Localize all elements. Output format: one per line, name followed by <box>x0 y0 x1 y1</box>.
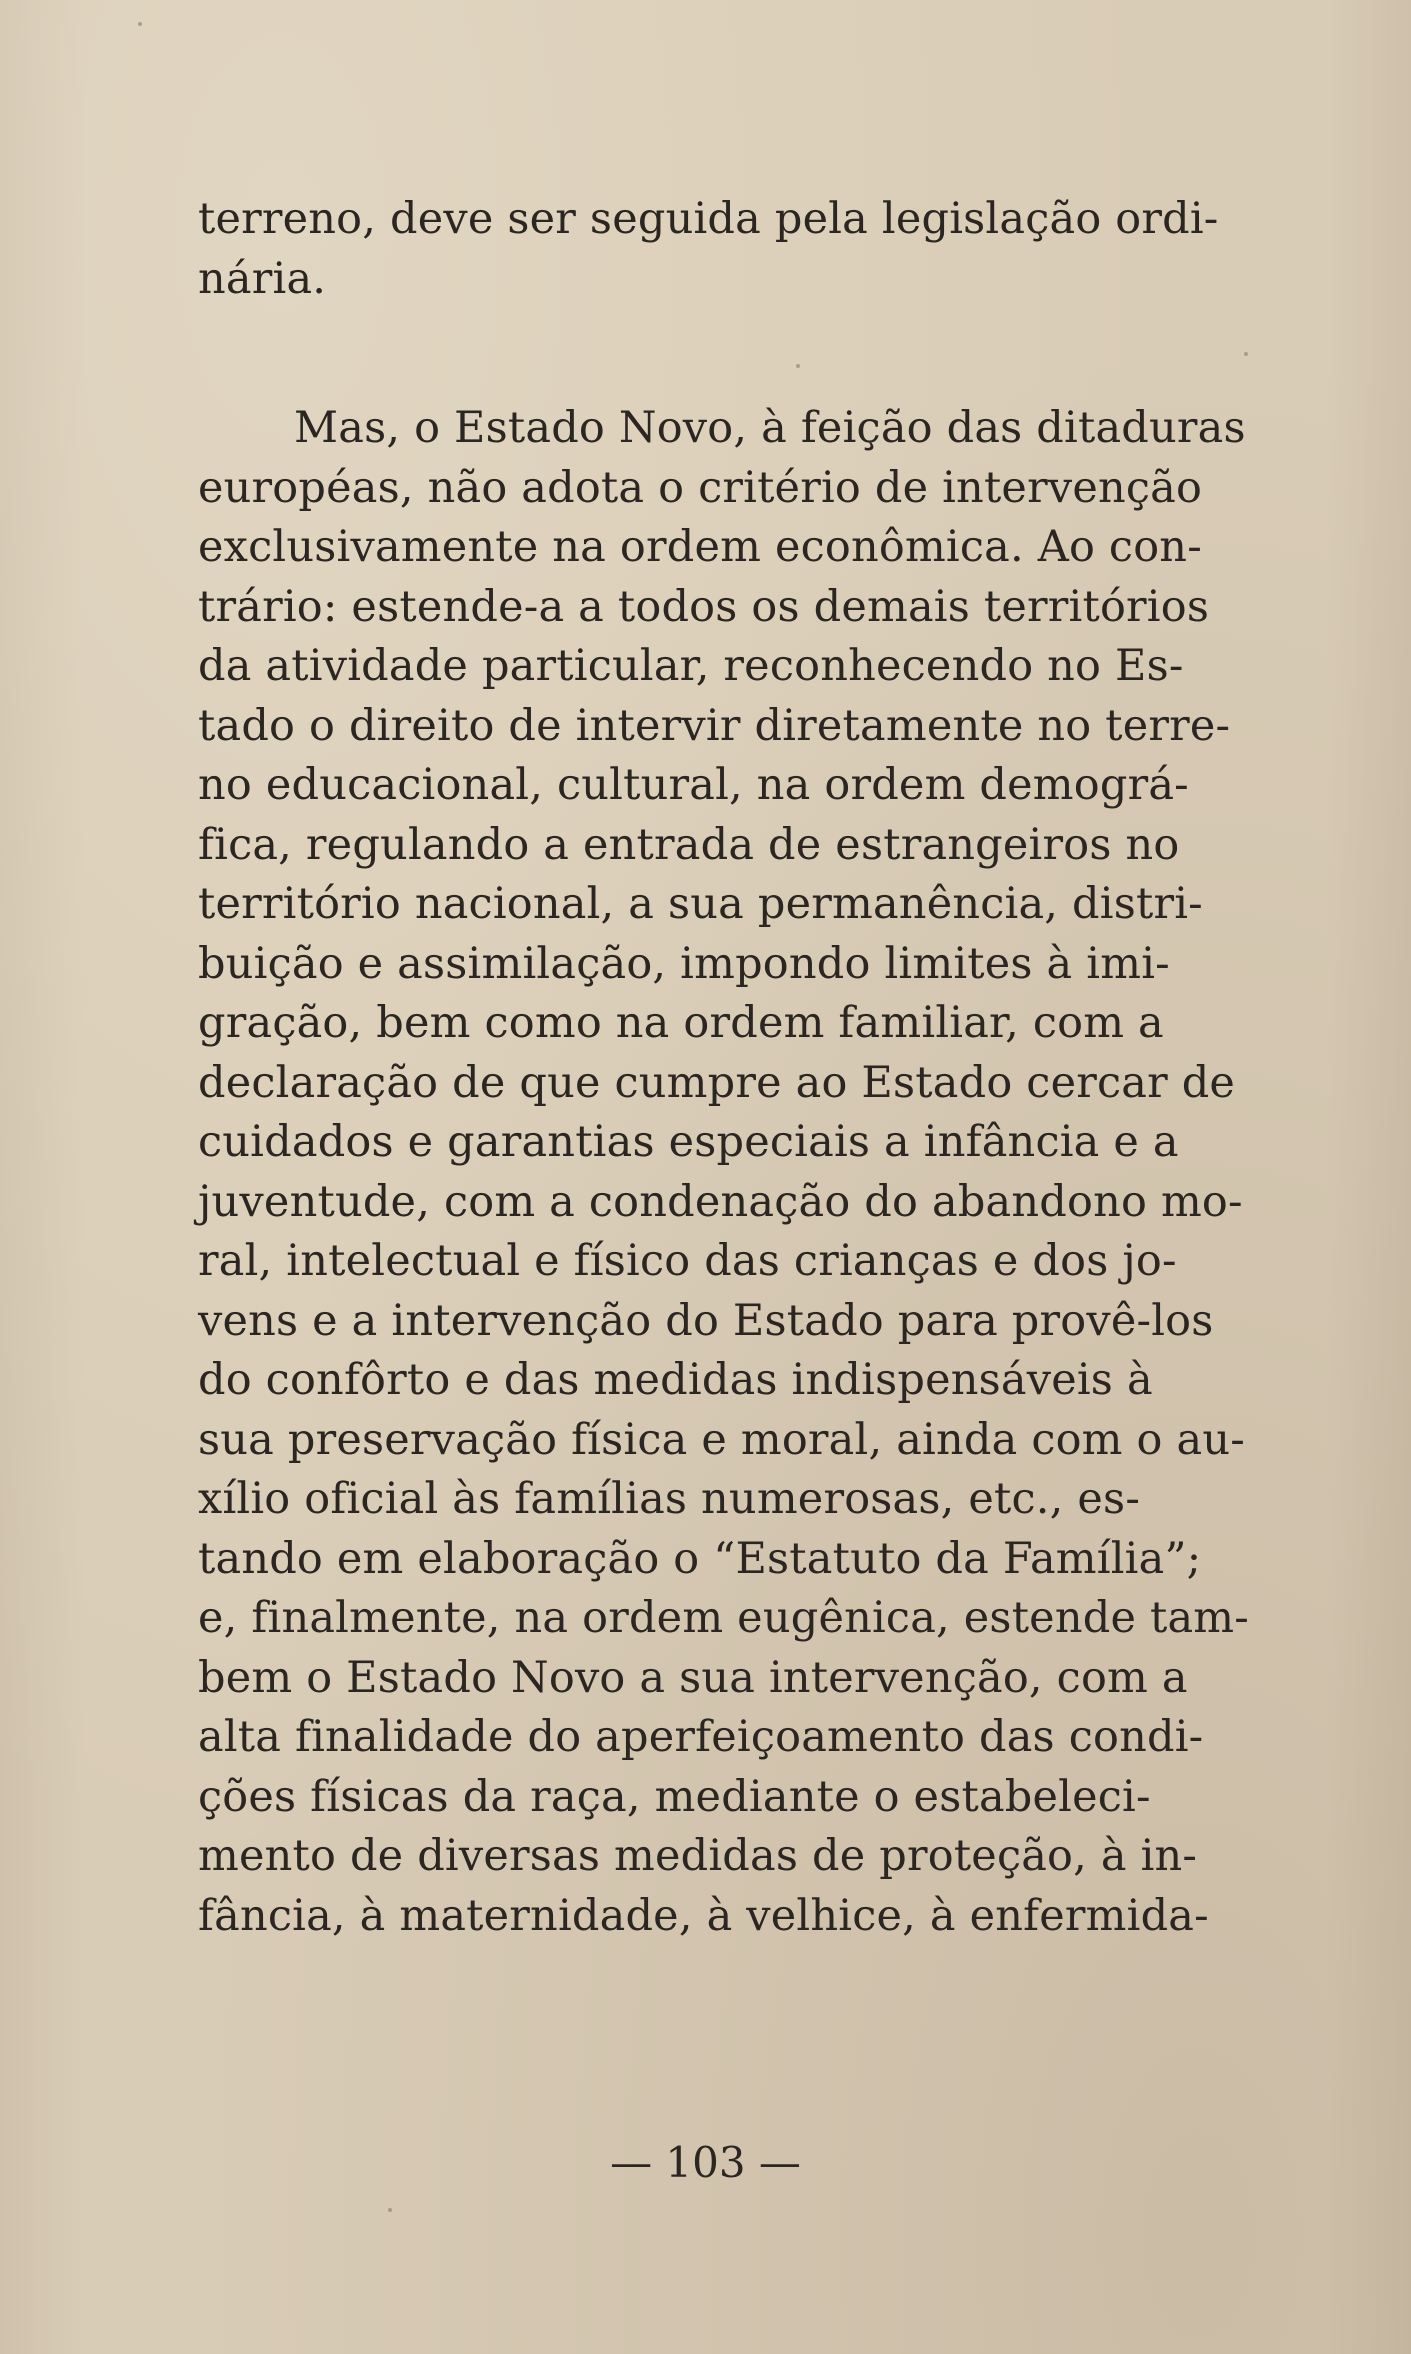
text-line: mento de diversas medidas de proteção, à in- <box>198 1831 1198 1881</box>
text-line: ral, intelectual e físico das crianças e dos jo- <box>198 1236 1177 1286</box>
text-line: fância, à maternidade, à velhice, à enfermida- <box>198 1890 1209 1941</box>
text-line: juventude, com a condenação do abandono mo- <box>198 1176 1243 1227</box>
text-line: Mas, o Estado Novo, à feição das ditaduras <box>294 403 1246 453</box>
text-line: européas, não adota o critério de intervenção <box>198 462 1203 513</box>
text-line: e, finalmente, na ordem eugênica, estende tam- <box>198 1593 1249 1643</box>
text-line: terreno, deve ser seguida pela legislação ordi- <box>198 194 1219 244</box>
text-line: gração, bem como na ordem familiar, com a <box>198 998 1164 1048</box>
paper-speck <box>138 22 142 26</box>
text-line: bem o Estado Novo a sua intervenção, com a <box>198 1652 1188 1703</box>
text-line: tando em elaboração o “Estatuto da Família”; <box>198 1533 1202 1584</box>
text-line: trário: estende-a a todos os demais territórios <box>198 581 1210 632</box>
text-line: fica, regulando a entrada de estrangeiros no <box>198 819 1180 870</box>
text-line: ções físicas da raça, mediante o estabeleci- <box>198 1771 1151 1822</box>
text-line: declaração de que cumpre ao Estado cercar de <box>198 1057 1236 1108</box>
text-line: buição e assimilação, impondo limites à imi- <box>198 938 1170 989</box>
text-line: xílio oficial às famílias numerosas, etc., es- <box>198 1474 1141 1524</box>
text-line: sua preservação física e moral, ainda com o au- <box>198 1414 1245 1465</box>
text-line: nária. <box>198 253 327 304</box>
text-line: da atividade particular, reconhecendo no Es- <box>198 641 1184 691</box>
body-text <box>198 190 1268 1946</box>
paper-speck <box>388 2208 392 2212</box>
text-line: cuidados e garantias especiais a infância e a <box>198 1117 1179 1167</box>
text-line: no educacional, cultural, na ordem demográ- <box>198 760 1189 810</box>
text-line: vens e a intervenção do Estado para provê-los <box>198 1295 1214 1346</box>
page-number: — 103 — <box>610 2138 801 2187</box>
text-line: território nacional, a sua permanência, distri- <box>198 879 1203 929</box>
text-line: alta finalidade do aperfeiçoamento das condi- <box>198 1712 1204 1762</box>
paragraph-gap <box>198 309 1268 399</box>
text-line: exclusivamente na ordem econômica. Ao con- <box>198 522 1202 572</box>
text-line: tado o direito de intervir diretamente no terre- <box>198 700 1231 751</box>
text-line: do confôrto e das medidas indispensáveis à <box>198 1355 1153 1405</box>
